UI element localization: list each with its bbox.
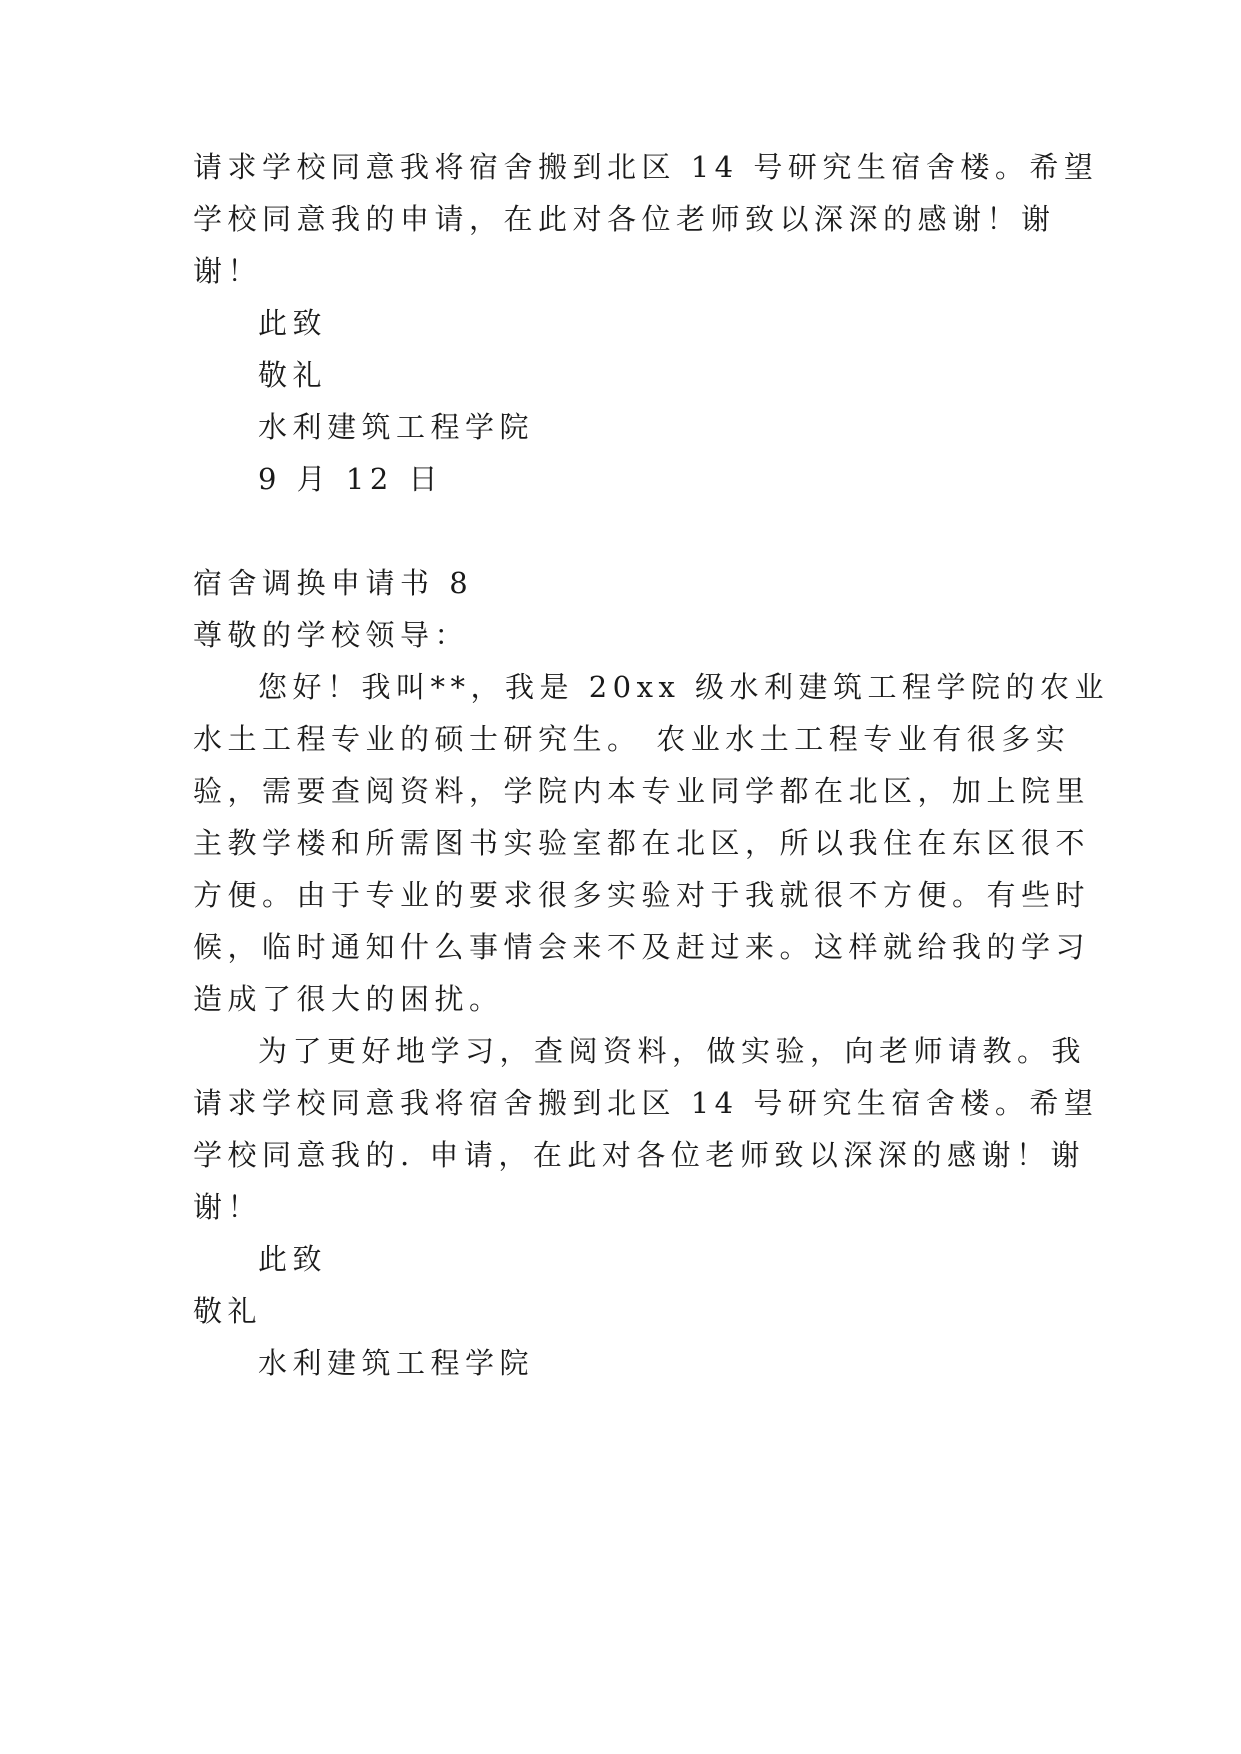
closing-regards: 敬礼 bbox=[258, 358, 328, 392]
signature-institution: 水利建筑工程学院 bbox=[258, 1346, 535, 1380]
greeting: 尊敬的学校领导： bbox=[193, 618, 470, 652]
signature-institution: 水利建筑工程学院 bbox=[258, 410, 535, 444]
body-line: 学校同意我的申请，在此对各位老师致以深深的感谢！谢 bbox=[193, 202, 1056, 236]
body-line: 谢！ bbox=[193, 1190, 263, 1224]
closing-salutation: 此致 bbox=[258, 1242, 328, 1276]
body-line: 主教学楼和所需图书实验室都在北区，所以我住在东区很不 bbox=[193, 826, 1091, 860]
body-line: 您好！我叫**，我是 20xx 级水利建筑工程学院的农业 bbox=[258, 670, 1110, 704]
closing-regards: 敬礼 bbox=[193, 1294, 263, 1328]
body-line: 学校同意我的. 申请，在此对各位老师致以深深的感谢！谢 bbox=[193, 1138, 1085, 1172]
body-line: 造成了很大的困扰。 bbox=[193, 982, 504, 1016]
body-line: 为了更好地学习，查阅资料，做实验，向老师请教。我 bbox=[258, 1034, 1087, 1068]
signature-date: 9 月 12 日 bbox=[258, 462, 444, 496]
body-line: 水土工程专业的硕士研究生。 农业水土工程专业有很多实 bbox=[193, 722, 1071, 756]
section-title: 宿舍调换申请书 8 bbox=[193, 566, 474, 600]
body-line: 方便。由于专业的要求很多实验对于我就很不方便。有些时 bbox=[193, 878, 1091, 912]
body-line: 验，需要查阅资料，学院内本专业同学都在北区，加上院里 bbox=[193, 774, 1091, 808]
body-line: 请求学校同意我将宿舍搬到北区 14 号研究生宿舍楼。希望 bbox=[193, 150, 1099, 184]
body-line: 谢！ bbox=[193, 254, 263, 288]
body-line: 候，临时通知什么事情会来不及赶过来。这样就给我的学习 bbox=[193, 930, 1091, 964]
closing-salutation: 此致 bbox=[258, 306, 328, 340]
body-line: 请求学校同意我将宿舍搬到北区 14 号研究生宿舍楼。希望 bbox=[193, 1086, 1099, 1120]
